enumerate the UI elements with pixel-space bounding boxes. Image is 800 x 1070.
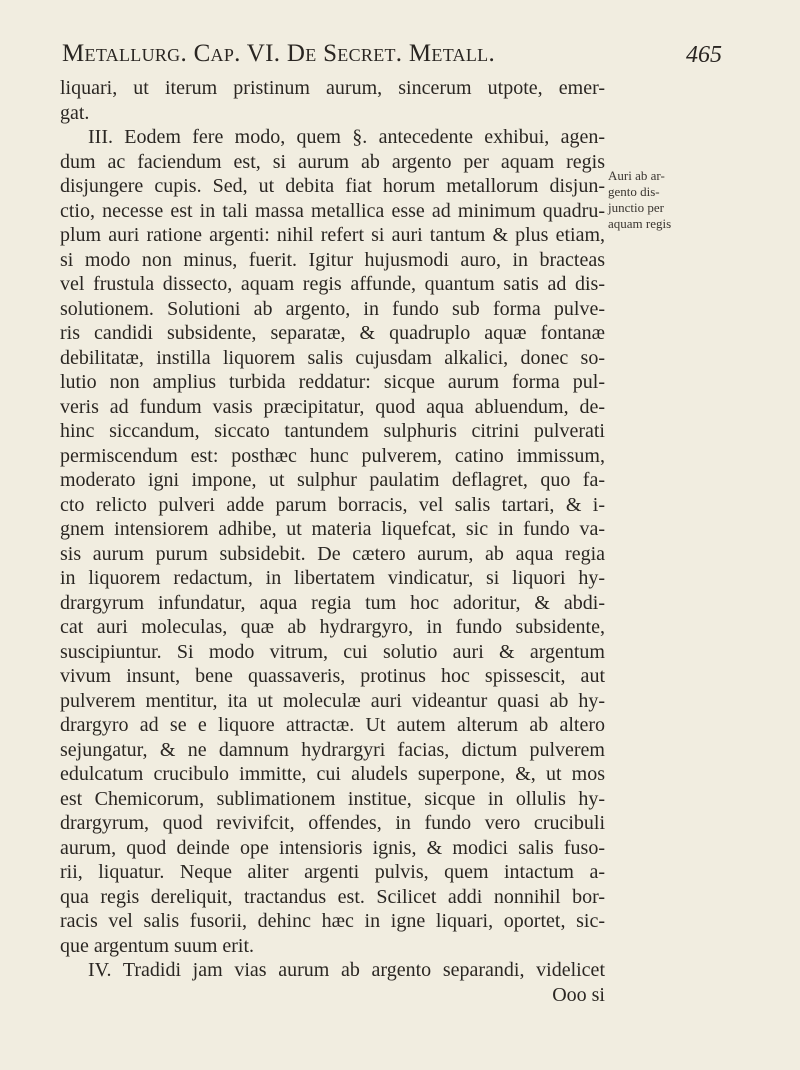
margin-note-line: junctio per (608, 200, 664, 215)
text-line: sejungatur, & ne damnum hydrargyri facias, dictum pulverem (60, 738, 605, 761)
text-line: ris candidi subsidente, separatæ, & quadruplo aquæ fontanæ (60, 322, 605, 344)
text-line: drargyro ad se e liquore attractæ. Ut autem alterum ab altero (60, 714, 605, 736)
running-head: Metallurg. Cap. VI. De Secret. Metall. (62, 40, 496, 67)
paragraph-start-line: IV. Tradidi jam vias aurum ab argento separandi, videlicet (88, 959, 605, 981)
page-number: 465 (686, 42, 722, 68)
text-line: in liquorem redactum, in libertatem vindicatur, si liquori hy- (60, 567, 605, 589)
text-line: aurum, quod deinde ope intensioris ignis, & modici salis fuso- (60, 836, 605, 859)
text-line: liquari, ut iterum pristinum aurum, sincerum utpote, emer- (60, 77, 605, 99)
text-line: vel frustula dissecto, aquam regis affunde, quantum satis ad dis- (60, 273, 605, 295)
text-line: drargyrum, quod revivifcit, offendes, in fundo vero crucibuli (60, 812, 605, 834)
text-line: disjungere cupis. Sed, ut debita fiat horum metallorum disjun- (60, 175, 605, 197)
margin-note-line: aquam regis (608, 216, 672, 231)
text-line: solutionem. Solutioni ab argento, in fundo sub forma pulve- (60, 297, 605, 320)
text-line: debilitatæ, instilla liquorem salis cujusdam alkalici, donec so- (60, 346, 605, 369)
text-line: cto relicto pulveri adde parum borracis, vel salis tartari, & i- (60, 493, 605, 516)
text-line: que argentum suum erit. (60, 934, 255, 957)
text-line: est Chemicorum, sublimationem institue, sicque in ollulis hy- (60, 787, 605, 810)
text-line: edulcatum crucibulo immitte, cui aludels superpone, &, ut mos (60, 763, 605, 785)
text-line: dum ac faciendum est, si aurum ab argento per aquam regis (60, 150, 605, 173)
text-line: gat. (60, 101, 90, 124)
text-line: plum auri ratione argenti: nihil refert si auri tantum & plus etiam, (60, 224, 605, 246)
page-header (62, 40, 722, 74)
text-line: permiscendum est: posthæc hunc pulverem, catino immissum, (60, 444, 605, 467)
text-line: veris ad fundum vasis præcipitatur, quod aqua abluendum, de- (60, 395, 605, 418)
text-line: moderato igni impone, ut sulphur paulatim deflagret, quo fa- (60, 469, 605, 491)
text-line: rii, liquatur. Neque aliter argenti pulvis, quem intactum a- (60, 861, 605, 883)
text-line: vivum insunt, bene quassaveris, protinus hoc spissescit, aut (60, 665, 605, 687)
text-line: gnem intensiorem adhibe, ut materia liquefcat, sic in fundo va- (60, 518, 605, 540)
body-text (60, 76, 605, 1007)
text-line: racis vel salis fusorii, dehinc hæc in igne liquari, oportet, sic- (60, 910, 605, 932)
text-line: suscipiuntur. Si modo vitrum, cui solutio auri & argentum (60, 640, 605, 663)
text-line: si modo non minus, fuerit. Igitur hujusmodi auro, in bracteas (60, 248, 605, 271)
text-line: sis aurum purum subsidebit. De cætero aurum, ab aqua regia (60, 542, 605, 565)
text-line: lutio non amplius turbida reddatur: sicque aurum forma pul- (60, 371, 605, 393)
margin-note (608, 168, 706, 232)
paragraph-start-line: III. Eodem fere modo, quem §. antecedente exhibui, agen- (88, 126, 605, 148)
text-line: cat auri moleculas, quæ ab hydrargyro, in fundo subsidente, (60, 616, 605, 638)
text-line: hinc siccandum, siccato tantundem sulphuris citrini pulverati (60, 420, 605, 442)
text-line: qua regis dereliquit, tractandus est. Scilicet addi nonnihil bor- (60, 885, 605, 908)
text-line: drargyrum infundatur, aqua regia tum hoc adoritur, & abdi- (60, 591, 605, 614)
text-line: pulverem mentitur, ita ut moleculæ auri videantur quasi ab hy- (60, 689, 605, 712)
margin-note-line: Auri ab ar- (608, 168, 665, 183)
margin-note-line: gento dis- (608, 184, 660, 199)
catchwords-line: Ooo si (552, 983, 605, 1006)
text-line: ctio, necesse est in tali massa metallica esse ad minimum quadru- (60, 199, 605, 222)
